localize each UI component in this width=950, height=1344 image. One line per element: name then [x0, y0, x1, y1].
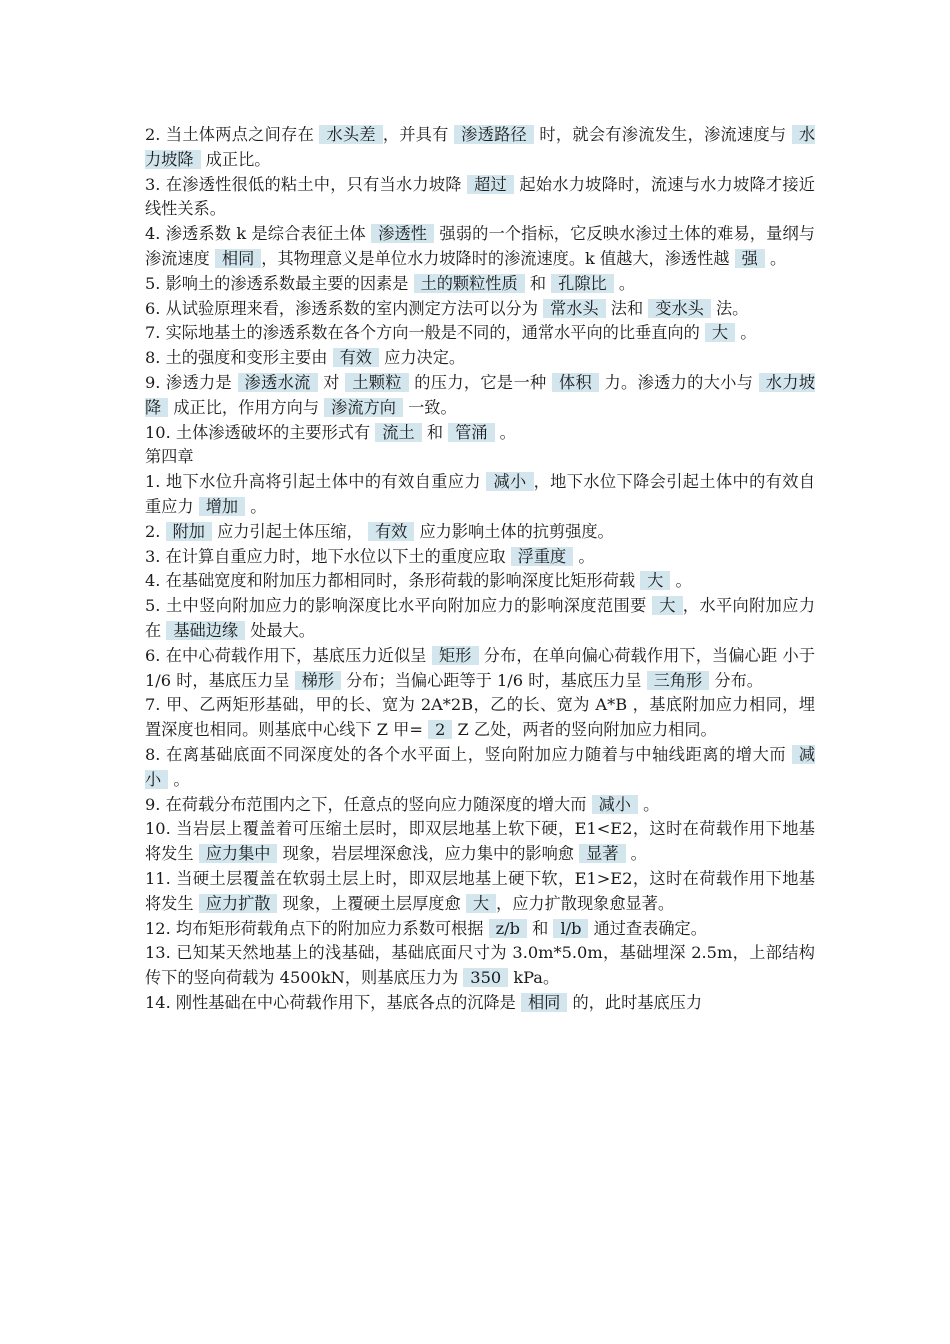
- answer-highlight: 渗透水流: [238, 373, 318, 392]
- answer-highlight: 水力坡降: [145, 125, 816, 169]
- question-text: 7. 甲、乙两矩形基础，甲的长、宽为 2A*2B，乙的长、宽为 A*B ，基底附加应力相同，埋置深度也相同。则基底中心线下 Z 甲=: [145, 695, 815, 740]
- answer-highlight: z/b: [489, 919, 527, 938]
- question-paragraph: [145, 297, 815, 322]
- question-text: ，地下水位下降会引起土体中的有效自重应力: [145, 472, 816, 516]
- answer-highlight: 三角形: [647, 671, 710, 690]
- question-paragraph: [145, 569, 815, 594]
- question-text: 。: [625, 844, 647, 864]
- question-text: ，其物理意义是单位水力坡降时的渗流速度。k 值越大，渗透性越: [261, 248, 735, 268]
- question-paragraph: [145, 693, 815, 743]
- section-heading: [145, 445, 815, 470]
- question-paragraph: [145, 793, 815, 818]
- question-text: 8. 土的强度和变形主要由: [145, 348, 333, 368]
- question-text: 。: [670, 571, 692, 591]
- question-paragraph: [145, 321, 815, 346]
- question-text: 的压力，它是一种: [408, 372, 552, 392]
- question-text: 强弱的一个指标，它反映水渗过土体的难易，量纲与渗流速度: [145, 224, 815, 268]
- question-paragraph: [145, 644, 815, 694]
- answer-highlight: 强: [735, 249, 765, 268]
- question-text: 13. 已知某天然地基上的浅基础，基础底面尺寸为 3.0m*5.0m，基础埋深 2.5m，上部结构传下的竖向荷载为 4500kN，则基底压力为: [145, 943, 815, 988]
- question-text: 7. 实际地基土的渗透系数在各个方向一般是不同的，通常水平向的比垂直向的: [145, 323, 705, 343]
- answer-highlight: 增加: [199, 497, 245, 516]
- answer-highlight: 土的颗粒性质: [414, 274, 525, 293]
- answer-highlight: 流土: [375, 423, 421, 442]
- answer-highlight: 渗透性: [371, 224, 434, 243]
- answer-highlight: l/b: [553, 919, 588, 938]
- question-text: 5. 影响土的渗透系数最主要的因素是: [145, 273, 414, 293]
- answer-highlight: 大: [705, 323, 735, 342]
- answer-highlight: 应力集中: [199, 844, 278, 863]
- question-text: 分布；当偏心距等于 1/6 时，基底压力呈: [341, 670, 647, 690]
- question-paragraph: [145, 470, 815, 520]
- answer-highlight: 相同: [521, 993, 567, 1012]
- question-text: 分布。: [709, 670, 763, 690]
- answer-highlight: 土颗粒: [345, 373, 409, 392]
- answer-highlight: 2: [428, 720, 452, 739]
- question-text: ，应力扩散现象愈显著。: [496, 893, 675, 913]
- question-text: 4. 在基础宽度和附加压力都相同时，条形荷载的影响深度比矩形荷载: [145, 571, 641, 591]
- answer-highlight: 大: [466, 894, 496, 913]
- question-text: 第四章: [145, 447, 194, 467]
- answer-highlight: 附加: [166, 522, 212, 541]
- question-text: 成正比。: [200, 149, 271, 169]
- question-text: kPa。: [508, 968, 560, 988]
- question-text: 对: [317, 372, 346, 392]
- question-text: ，并具有: [382, 125, 455, 144]
- question-text: 一致。: [402, 397, 457, 417]
- question-paragraph: [145, 867, 815, 917]
- answer-highlight: 渗透路径: [454, 125, 534, 144]
- answer-highlight: 变水头: [648, 299, 711, 318]
- answer-highlight: 梯形: [295, 671, 341, 690]
- question-paragraph: [145, 917, 815, 942]
- answer-highlight: 超过: [467, 175, 514, 194]
- answer-highlight: 350: [463, 968, 508, 987]
- question-text: 4. 渗透系数 k 是综合表征土体: [145, 224, 372, 244]
- question-text: 。: [637, 794, 660, 814]
- answer-highlight: 有效: [368, 522, 414, 541]
- answer-highlight: 减小: [592, 795, 638, 814]
- question-paragraph: [145, 123, 815, 173]
- question-paragraph: [145, 222, 815, 272]
- question-text: 11. 当硬土层覆盖在软弱土层上时，即双层地基上硬下软，E1>E2，这时在荷载作用下地基将发生: [145, 868, 815, 913]
- answer-highlight: 应力扩散: [199, 894, 278, 913]
- question-text: 12. 均布矩形荷载角点下的附加应力系数可根据: [145, 918, 489, 938]
- answer-highlight: 相同: [215, 249, 261, 268]
- answer-highlight: 基础边缘: [166, 621, 245, 640]
- question-paragraph: [145, 991, 815, 1016]
- question-text: 的，此时基底压力: [567, 992, 703, 1012]
- question-text: 处最大。: [245, 620, 315, 640]
- question-paragraph: [145, 545, 815, 570]
- question-text: 。: [245, 496, 267, 516]
- answer-highlight: 体积: [552, 373, 599, 392]
- question-text: 通过查表确定。: [588, 918, 707, 938]
- question-text: 应力决定。: [379, 348, 466, 368]
- question-text: 成正比，作用方向与: [168, 397, 325, 417]
- question-text: 。: [735, 323, 757, 343]
- answer-highlight: 常水头: [543, 299, 606, 318]
- question-text: 8. 在离基础底面不同深度处的各个水平面上，竖向附加应力随着与中轴线距离的增大而: [145, 744, 792, 764]
- question-text: 6. 在中心荷载作用下，基底压力近似呈: [145, 645, 432, 665]
- question-text: 和: [526, 918, 554, 938]
- question-paragraph: [145, 817, 815, 867]
- question-text: 和: [524, 273, 552, 293]
- answer-highlight: 减小: [145, 744, 815, 789]
- question-text: 3. 在渗透性很低的粘土中，只有当水力坡降: [145, 174, 468, 194]
- question-paragraph: [145, 594, 815, 644]
- question-text: 2. 当土体两点之间存在: [145, 125, 320, 144]
- question-paragraph: [145, 421, 815, 446]
- answer-highlight: 浮重度: [511, 547, 574, 566]
- question-text: 和: [421, 422, 449, 442]
- question-text: 应力引起土体压缩，: [211, 521, 368, 541]
- question-text: 。: [764, 248, 787, 268]
- question-text: Z 乙处，两者的竖向附加应力相同。: [452, 720, 717, 740]
- question-text: 6. 从试验原理来看，渗透系数的室内测定方法可以分为: [145, 298, 544, 318]
- question-paragraph: [145, 941, 815, 991]
- answer-highlight: 有效: [333, 348, 379, 367]
- answer-highlight: 减小: [486, 472, 533, 491]
- question-paragraph: [145, 272, 815, 297]
- answer-highlight: 大: [640, 571, 670, 590]
- question-text: ，水平向附加应力在: [145, 596, 816, 640]
- question-paragraph: [145, 520, 815, 545]
- answer-highlight: 水力坡降: [145, 372, 816, 417]
- question-text: 力。渗透力的大小与: [599, 372, 759, 392]
- question-text: 现象，上覆硬土层厚度愈: [277, 893, 466, 913]
- answer-highlight: 管涌: [448, 423, 494, 442]
- question-text: 现象，岩层埋深愈浅，应力集中的影响愈: [277, 844, 580, 864]
- question-text: 法。: [710, 298, 749, 318]
- document-page: [145, 123, 815, 1016]
- question-text: 时，就会有渗流发生，渗流速度与: [534, 125, 792, 144]
- answer-highlight: 矩形: [432, 646, 479, 665]
- question-text: 5. 土中竖向附加应力的影响深度比水平向附加应力的影响深度范围要: [145, 596, 653, 616]
- question-paragraph: [145, 743, 815, 793]
- question-paragraph: [145, 371, 815, 421]
- question-text: 1. 地下水位升高将引起土体中的有效自重应力: [145, 472, 487, 492]
- question-text: 14. 刚性基础在中心荷载作用下，基底各点的沉降是: [145, 992, 521, 1012]
- question-text: 分布，在单向偏心荷载作用下，当偏心距 小于 1/6 时，基底压力呈: [145, 645, 816, 690]
- question-text: 起始水力坡降时，流速与水力坡降才接近线性关系。: [145, 174, 815, 219]
- question-paragraph: [145, 173, 815, 223]
- question-text: 应力影响土体的抗剪强度。: [414, 521, 614, 541]
- question-text: 。: [494, 422, 516, 442]
- question-paragraph: [145, 346, 815, 371]
- answer-highlight: 渗流方向: [324, 398, 403, 417]
- question-text: 10. 当岩层上覆盖着可压缩土层时，即双层地基上软下硬，E1<E2，这时在荷载作用下地基将发生: [145, 819, 815, 864]
- answer-highlight: 孔隙比: [551, 274, 614, 293]
- answer-highlight: 大: [652, 596, 683, 615]
- question-text: 3. 在计算自重应力时，地下水位以下土的重度应取: [145, 546, 511, 566]
- question-text: 。: [573, 546, 595, 566]
- question-text: 9. 在荷载分布范围内之下，任意点的竖向应力随深度的增大而: [145, 794, 592, 814]
- question-text: 10. 土体渗透破坏的主要形式有: [145, 422, 376, 442]
- question-text: 。: [613, 273, 636, 293]
- question-text: 9. 渗透力是: [145, 372, 238, 392]
- question-text: 法和: [605, 298, 649, 318]
- answer-highlight: 显著: [579, 844, 625, 863]
- question-text: 2.: [145, 521, 166, 541]
- answer-highlight: 水头差: [319, 125, 382, 144]
- question-text: 。: [168, 769, 190, 789]
